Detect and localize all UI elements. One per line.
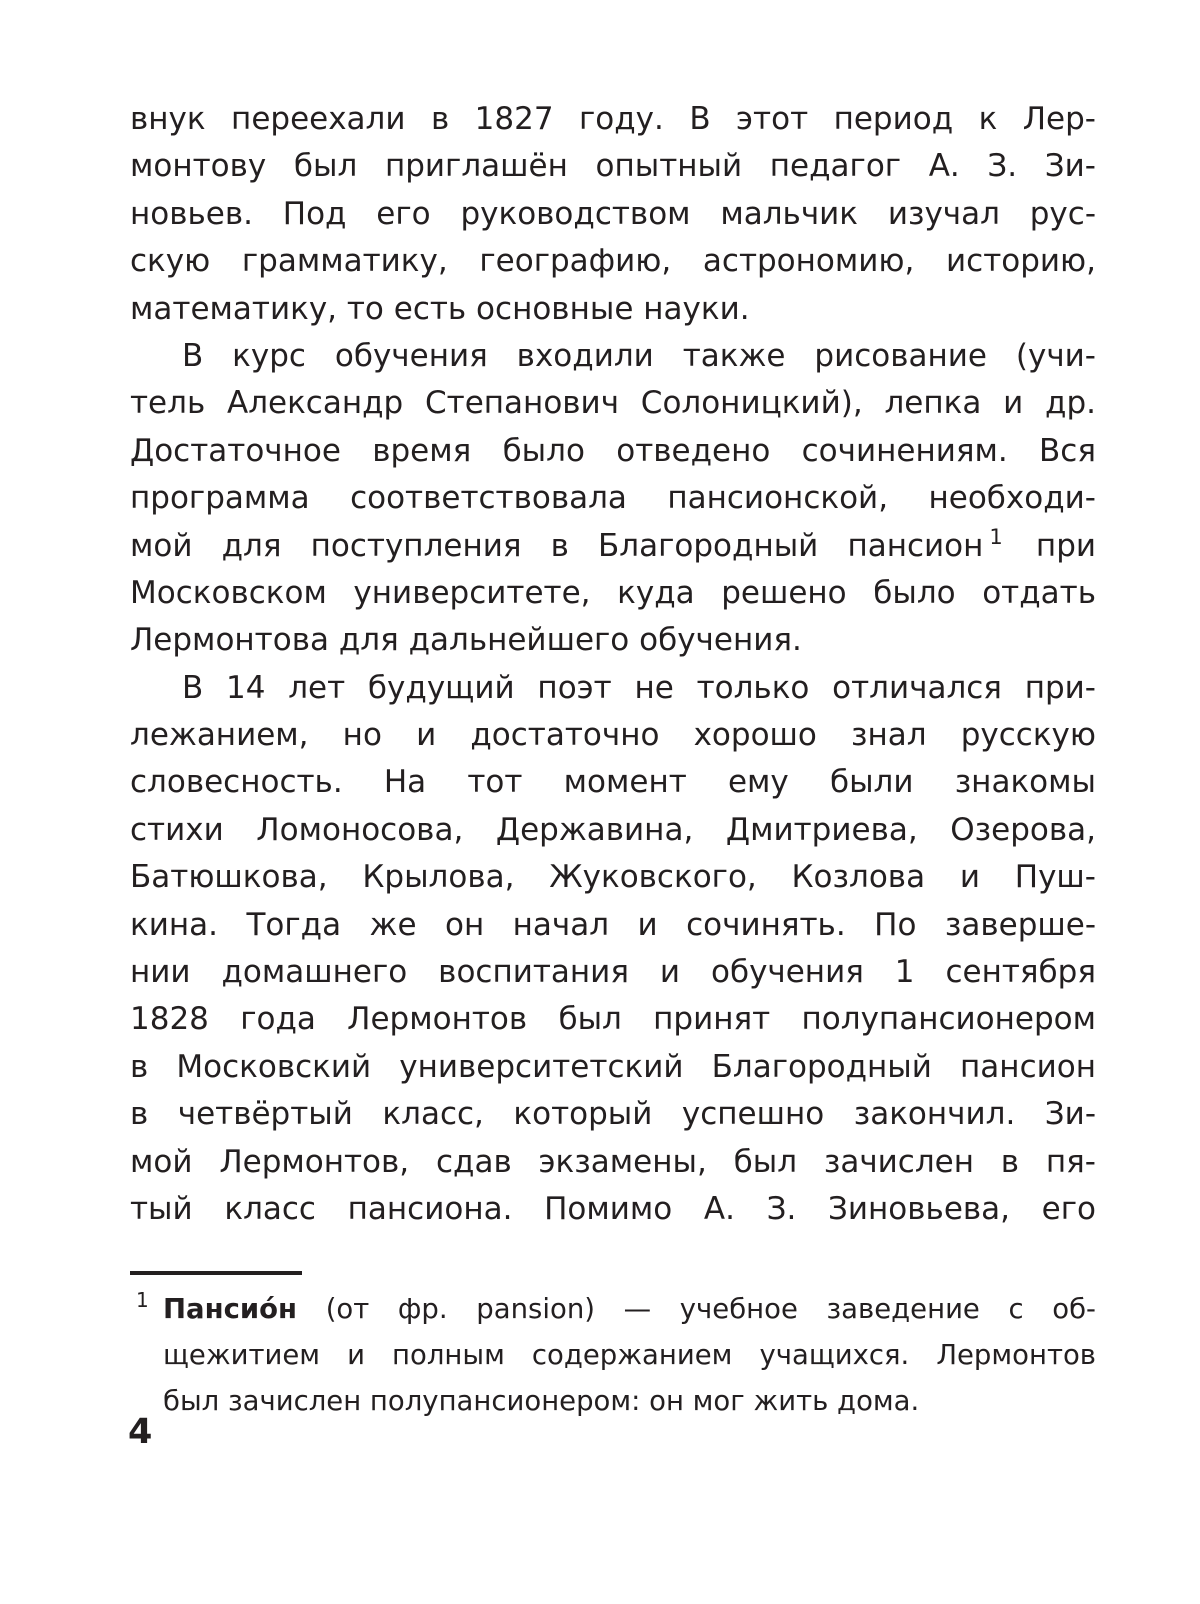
text-line: в Московский университетский Благородный пансион bbox=[130, 1048, 1096, 1085]
footnote-divider bbox=[130, 1271, 302, 1275]
text-line: внук переехали в 1827 году. В этот период к Лер- bbox=[130, 101, 1096, 137]
text-line: лежанием, но и достаточно хорошо знал русскую bbox=[130, 717, 1096, 754]
text-line: В курс обучения входили также рисование (учи- bbox=[182, 337, 1096, 374]
text-line: кина. Тогда же он начал и сочинять. По заверше- bbox=[130, 906, 1096, 943]
text-line: нии домашнего воспитания и обучения 1 сентября bbox=[130, 954, 1096, 991]
footnote-text bbox=[163, 1286, 1096, 1424]
text-fragment: при bbox=[1035, 527, 1097, 564]
text-line: монтову был приглашён опытный педагог А. З. Зи- bbox=[130, 148, 1096, 185]
footnote-reference[interactable]: 1 bbox=[989, 524, 1003, 549]
text-line: скую грамматику, географию, астрономию, историю, bbox=[130, 243, 1096, 280]
text-line: 1828 года Лермонтов был принят полупансионером bbox=[130, 1001, 1096, 1038]
footnote-definition: (от фр. pansion) — учебное заведение с об- bbox=[297, 1293, 1096, 1325]
main-text bbox=[130, 96, 1096, 1233]
text-line: тый класс пансиона. Помимо А. З. Зиновьева, его bbox=[130, 1190, 1096, 1227]
text-line: в четвёртый класс, который успешно закончил. Зи- bbox=[130, 1096, 1096, 1133]
text-line: Лермонтова для дальнейшего обучения. bbox=[130, 622, 802, 659]
text-line: Московском университете, куда решено было отдать bbox=[130, 574, 1096, 611]
footnote-line: щежитием и полным содержанием учащихся. Лермонтов bbox=[163, 1339, 1096, 1371]
page-number: 4 bbox=[128, 1412, 153, 1452]
footnote-number: 1 bbox=[136, 1288, 149, 1312]
text-line: мой Лермонтов, сдав экзамены, был зачислен в пя- bbox=[130, 1143, 1096, 1180]
text-line-with-footnote bbox=[130, 523, 1096, 570]
text-line: новьев. Под его руководством мальчик изучал рус- bbox=[130, 195, 1096, 232]
text-line: Батюшкова, Крылова, Жуковского, Козлова и Пуш- bbox=[130, 859, 1096, 896]
footnote-line bbox=[163, 1286, 1096, 1332]
text-line: словесность. На тот момент ему были знакомы bbox=[130, 764, 1096, 801]
text-line: стихи Ломоносова, Державина, Дмитриева, Озерова, bbox=[130, 811, 1096, 848]
footnote bbox=[130, 1286, 1096, 1424]
text-line: тель Александр Степанович Солоницкий), лепка и др. bbox=[130, 385, 1096, 422]
text-line: Достаточное время было отведено сочинениям. Вся bbox=[130, 432, 1096, 469]
text-line: программа соответствовала пансионской, необходи- bbox=[130, 480, 1096, 517]
footnote-term: Пансио́н bbox=[163, 1293, 298, 1325]
text-fragment: мой для поступления в Благородный пансион bbox=[130, 527, 984, 564]
text-line: математику, то есть основные науки. bbox=[130, 290, 750, 327]
text-line: В 14 лет будущий поэт не только отличался при- bbox=[182, 669, 1096, 706]
footnote-line: был зачислен полупансионером: он мог жить дома. bbox=[163, 1385, 920, 1417]
